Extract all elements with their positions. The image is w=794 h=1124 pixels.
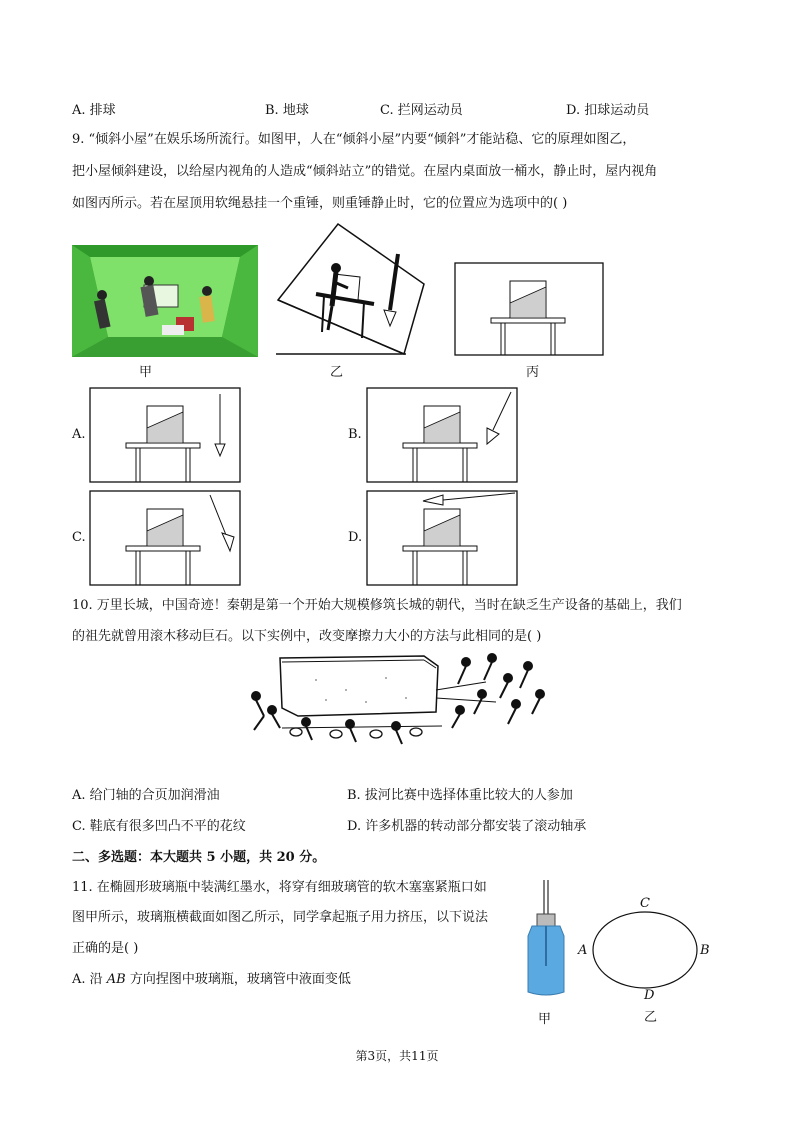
q9-line-1: 9. “倾斜小屋”在娱乐场所流行。如图甲，人在“倾斜小屋”内要“倾斜”才能站稳、它的原理如图乙，	[72, 132, 636, 147]
q10-option-d[interactable]: D. 许多机器的转动部分都安装了滚动轴承	[347, 819, 587, 834]
q11-figure-bottle	[520, 880, 570, 998]
q11-line-3: 正确的是( )	[72, 941, 139, 956]
q8-option-a[interactable]: A. 排球	[72, 103, 116, 118]
q11-option-a[interactable]	[72, 970, 351, 990]
q10-option-c[interactable]: C. 鞋底有很多凹凸不平的花纹	[72, 819, 246, 834]
q11-option-a-suffix: 方向捏图中玻璃瓶，玻璃管中液面变低	[129, 972, 351, 987]
q9-option-c-figure[interactable]	[90, 491, 240, 585]
q10-option-b[interactable]: B. 拔河比赛中选择体重比较大的人参加	[347, 788, 573, 803]
q9-line-2: 把小屋倾斜建设，以给屋内视角的人造成“倾斜站立”的错觉。在屋内桌面放一桶水，静止时，屋内视角	[72, 164, 658, 179]
q9-option-a-figure[interactable]	[90, 388, 240, 482]
q8-option-d[interactable]: D. 扣球运动员	[566, 103, 650, 118]
q9-figure-bing-label: 丙	[526, 365, 540, 380]
q11-point-b: B	[700, 943, 710, 958]
q8-option-c[interactable]: C. 拦网运动员	[380, 103, 463, 118]
q11-option-a-prefix: A. 沿	[72, 972, 103, 987]
q11-line-1: 11. 在椭圆形玻璃瓶中装满红墨水，将穿有细玻璃管的软木塞塞紧瓶口如	[72, 880, 487, 895]
q9-option-d-label[interactable]: D.	[348, 530, 363, 545]
q11-point-c: C	[640, 896, 650, 911]
q10-line-1: 10. 万里长城，中国奇迹！秦朝是第一个开始大规模修筑长城的朝代，当时在缺乏生产设备的基础上，我们	[72, 598, 682, 613]
q11-point-a: A	[578, 943, 588, 958]
q10-line-2: 的祖先就曾用滚木移动巨石。以下实例中，改变摩擦力大小的方法与此相同的是( )	[72, 629, 542, 644]
q11-point-d: D	[644, 988, 655, 1003]
q11-line-2: 图甲所示，玻璃瓶横截面如图乙所示，同学拿起瓶子用力挤压，以下说法	[72, 910, 489, 925]
q9-figure-yi-diagram	[276, 222, 426, 357]
q11-figure-ellipse	[592, 910, 698, 990]
q9-option-b-figure[interactable]	[367, 388, 517, 482]
q9-figure-jia-photo	[72, 245, 258, 357]
q9-figure-bing-diagram	[455, 263, 603, 355]
page-footer: 第3页，共11页	[355, 1049, 439, 1063]
q9-figure-jia-label: 甲	[139, 365, 153, 380]
q11-figure-yi-label: 乙	[644, 1010, 658, 1025]
q9-line-3: 如图丙所示。若在屋顶用软绳悬挂一个重锤，则重锤静止时，它的位置应为选项中的( )	[72, 196, 568, 211]
q8-option-b[interactable]: B. 地球	[265, 103, 309, 118]
q11-option-a-var: AB	[106, 972, 126, 987]
q9-option-b-label[interactable]: B.	[348, 427, 362, 442]
q9-option-a-label[interactable]: A.	[72, 427, 86, 442]
q10-figure-stone-rollers	[246, 650, 550, 752]
q10-option-a[interactable]: A. 给门轴的合页加润滑油	[72, 788, 220, 803]
q9-figure-yi-label: 乙	[330, 365, 344, 380]
section-2-title: 二、多选题：本大题共 5 小题，共 20 分。	[72, 850, 326, 865]
q11-figure-jia-label: 甲	[538, 1012, 552, 1027]
q9-option-d-figure[interactable]	[367, 491, 517, 585]
q9-option-c-label[interactable]: C.	[72, 530, 86, 545]
